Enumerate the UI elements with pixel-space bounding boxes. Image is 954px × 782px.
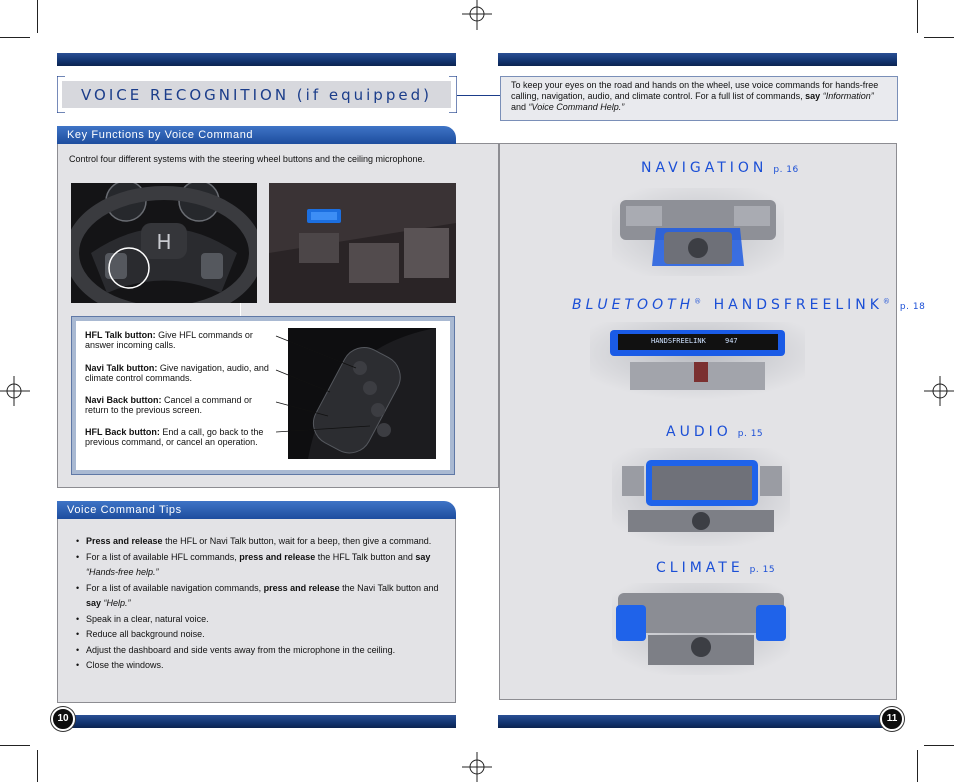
display-text: HANDSFREELINK xyxy=(651,337,706,345)
tip-text: Reduce all background noise. xyxy=(86,629,205,639)
tip-text: For a list of available navigation commands, xyxy=(86,582,264,593)
page-number-left: 10 xyxy=(51,707,75,731)
feature-title-italic: BLUETOOTH xyxy=(572,297,695,313)
crop-mark xyxy=(917,750,918,782)
header-bar-left xyxy=(57,53,456,66)
intro-quote-information: “Information” xyxy=(822,91,874,101)
intro-box xyxy=(500,76,898,121)
tips-list xyxy=(76,534,446,674)
tip-item xyxy=(76,581,446,612)
hfl-talk-label: HFL Talk button: xyxy=(85,330,156,340)
feature-navigation-title xyxy=(641,160,799,176)
ceiling-microphone-photo xyxy=(269,183,456,303)
steering-wheel-photo xyxy=(71,183,257,303)
connector-line xyxy=(457,95,500,96)
tip-bold: press and release xyxy=(239,551,316,562)
crop-mark xyxy=(924,37,954,38)
tip-text: Speak in a clear, natural voice. xyxy=(86,613,209,624)
tip-item xyxy=(76,658,446,674)
tip-text: Adjust the dashboard and side vents away from the microphone in the ceiling. xyxy=(86,644,396,655)
tip-item xyxy=(76,550,446,581)
key-functions-intro: Control four different systems with the steering wheel buttons and the ceiling microphone. xyxy=(69,154,426,164)
registered-mark: ® xyxy=(882,297,894,306)
registration-mark-icon xyxy=(924,376,954,406)
feature-title-text: HANDSFREELINK xyxy=(705,297,883,313)
intro-quote-help: “Voice Command Help.” xyxy=(528,102,625,112)
navi-talk-label: Navi Talk button: xyxy=(85,363,158,373)
handsfreelink-display-image xyxy=(590,322,805,400)
feature-page-ref: p. 18 xyxy=(899,302,926,312)
registration-mark-icon xyxy=(0,376,30,406)
footer-bar-left xyxy=(57,715,456,728)
feature-title-text: AUDIO xyxy=(666,424,732,440)
crop-mark xyxy=(924,745,954,746)
footer-bar-right xyxy=(498,715,897,728)
feature-title-text: CLIMATE xyxy=(656,560,744,576)
tip-text: the HFL or Navi Talk button, wait for a beep, then give a command. xyxy=(162,536,432,546)
registration-mark-icon xyxy=(462,0,492,30)
navi-back-label: Navi Back button: xyxy=(85,395,162,405)
registration-mark-icon xyxy=(462,752,492,782)
page-number-right: 11 xyxy=(880,707,904,731)
crop-mark xyxy=(0,37,30,38)
navi-talk-desc xyxy=(85,363,275,383)
tip-bold: say xyxy=(86,598,102,608)
crop-mark xyxy=(37,750,38,782)
audio-console-image xyxy=(612,448,790,546)
tip-item xyxy=(76,612,446,628)
intro-say: say xyxy=(805,91,821,101)
climate-console-image xyxy=(612,583,790,675)
navi-back-desc xyxy=(85,395,275,415)
display-value: 947 xyxy=(725,337,738,345)
hfl-talk-text: Give HFL commands or answer incoming calls. xyxy=(85,330,253,350)
navi-talk-text: Give navigation, audio, and climate control commands. xyxy=(85,363,269,383)
tip-item xyxy=(76,534,446,550)
callout-lines xyxy=(270,330,380,440)
svg-text:H: H xyxy=(156,230,172,254)
hfl-back-text: End a call, go back to the previous command, or cancel an operation. xyxy=(85,427,264,447)
page-title-box xyxy=(62,81,451,108)
feature-climate-title xyxy=(656,560,775,576)
crop-mark xyxy=(917,0,918,33)
feature-page-ref: p. 16 xyxy=(773,165,799,175)
hfl-back-label: HFL Back button: xyxy=(85,427,160,437)
tip-quote: “Help.” xyxy=(101,598,131,608)
page-title: VOICE RECOGNITION (if equipped) xyxy=(81,85,432,104)
crop-mark xyxy=(37,0,38,33)
feature-page-ref: p. 15 xyxy=(749,565,776,575)
navigation-console-image xyxy=(612,188,784,276)
feature-title-text: NAVIGATION xyxy=(641,160,768,176)
tip-text: For a list of available HFL commands, xyxy=(86,551,240,562)
tip-text: the Navi Talk button and xyxy=(339,582,439,593)
tip-item xyxy=(76,627,446,643)
tip-text: the HFL Talk button and xyxy=(315,551,416,562)
tip-text: Close the windows. xyxy=(86,660,164,670)
tip-bold: say xyxy=(415,551,431,562)
feature-audio-title xyxy=(666,424,763,440)
hfl-back-desc xyxy=(85,427,265,447)
header-bar-right xyxy=(498,53,897,66)
navi-back-text: Cancel a command or return to the previous screen. xyxy=(85,395,253,415)
tip-bold: Press and release xyxy=(86,536,163,546)
intro-text: To keep your eyes on the road and hands on the wheel, use voice commands for hands-free calling, navigation, audio, and climate control. For a full list of commands, xyxy=(511,80,879,101)
callout-line xyxy=(240,303,241,317)
tip-bold: press and release xyxy=(263,582,340,593)
intro-and: and xyxy=(511,102,529,112)
feature-page-ref: p. 15 xyxy=(737,429,764,439)
registered-mark: ® xyxy=(694,297,706,306)
tips-tab: Voice Command Tips xyxy=(57,501,456,519)
tip-quote: “Hands-free help.” xyxy=(86,567,159,577)
feature-handsfreelink-title xyxy=(572,297,925,313)
crop-mark xyxy=(0,745,30,746)
key-functions-tab: Key Functions by Voice Command xyxy=(57,126,456,144)
hfl-talk-desc xyxy=(85,330,275,350)
tip-item xyxy=(76,643,446,659)
